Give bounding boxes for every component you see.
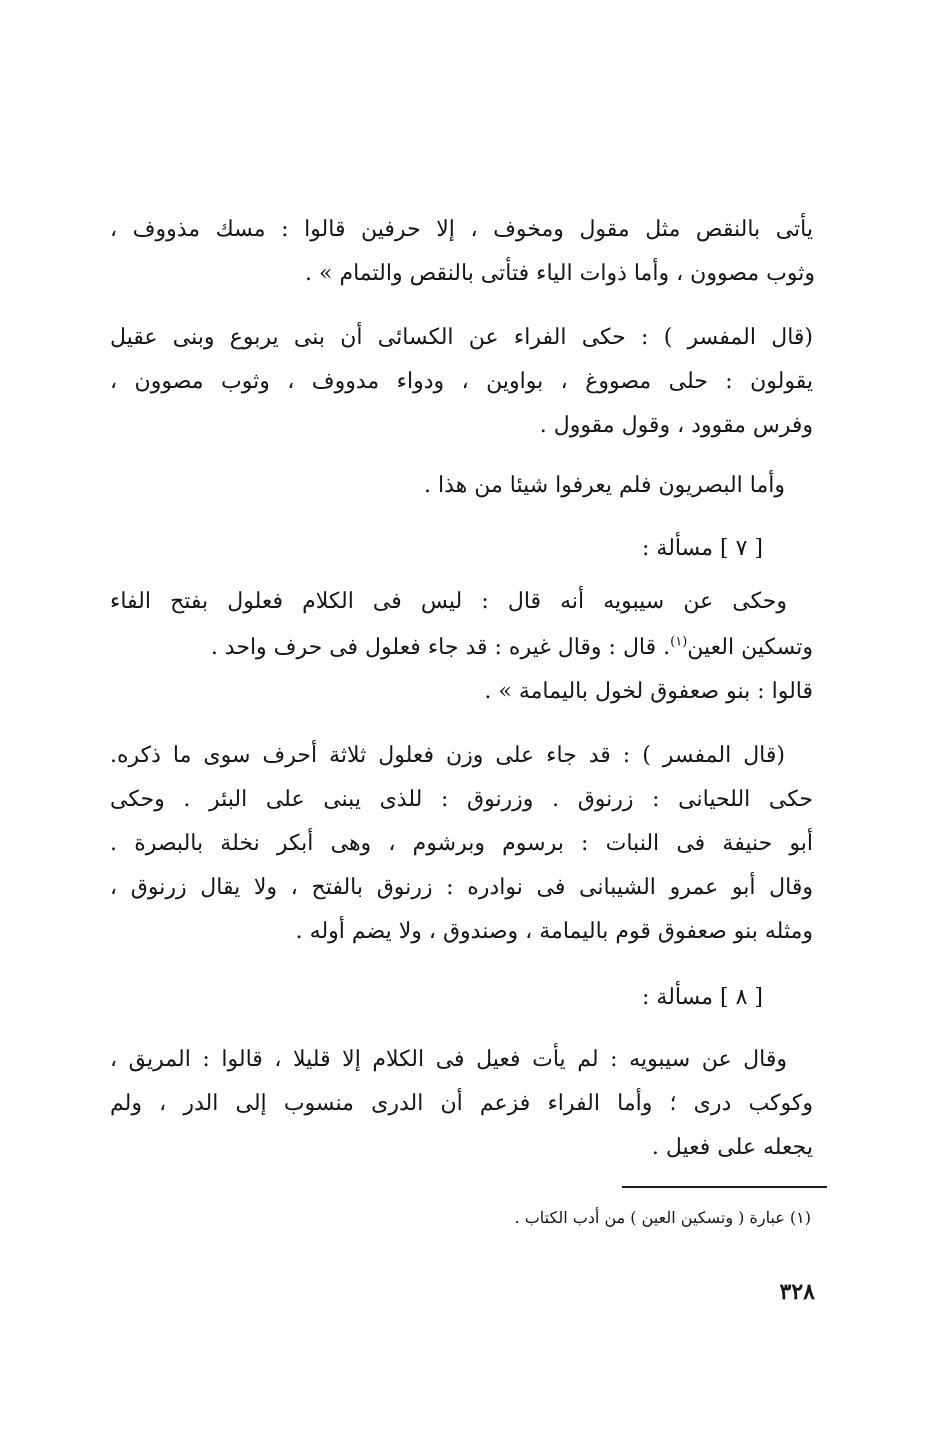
text-line: ومثله بنو صعفوق قوم باليمامة ، وصندوق ، ولا يضم أوله . [295, 919, 813, 944]
text-line: وحكى عن سيبويه أنه قال : ليس فى الكلام فعلول بفتح الفاء [110, 589, 787, 614]
text-line: وكوكب درى ؛ وأما الفراء فزعم أن الدرى منسوب إلى الدر ، ولم [110, 1091, 813, 1116]
text-line: أبو حنيفة فى النبات : برسوم وبرشوم ، وهى أبكر نخلة بالبصرة . [110, 831, 813, 856]
text-line: وقال عن سيبويه : لم يأت فعيل فى الكلام إلا قليلا ، قالوا : المريق ، [110, 1047, 787, 1072]
text-line: وقال أبو عمرو الشيبانى فى نوادره : زرنوق بالفتح ، ولا يقال زرنوق ، [110, 875, 813, 900]
text-line: قالوا : بنو صعفوق لخول باليمامة » . [484, 679, 813, 704]
text-line: (قال المفسر ) : حكى الفراء عن الكسائى أن بنى يربوع وبنى عقيل [110, 325, 813, 350]
text-line: يجعله على فعيل . [651, 1135, 813, 1160]
text-line: وفرس مقوود ، وقول مقوول . [539, 413, 813, 438]
text-line [211, 630, 813, 666]
text-segment: وتسكين العين [687, 635, 813, 660]
section-heading: [ ٧ ] مسألة : [642, 536, 763, 561]
text-line: يقولون : حلى مصووغ ، بواوين ، ودواء مدووف ، وثوب مصوون ، [110, 369, 813, 394]
text-segment: . قال : وقال غيره : قد جاء فعلول فى حرف واحد . [210, 635, 671, 660]
text-line: يأتى بالنقص مثل مقول ومخوف ، إلا حرفين قالوا : مسك مذووف ، [110, 217, 813, 242]
footnote: (١) عبارة ( وتسكين العين ) من أدب الكتاب . [514, 1208, 811, 1227]
section-heading: [ ٨ ] مسألة : [642, 985, 763, 1010]
footnote-marker: (١) [670, 634, 688, 650]
footnote-divider [622, 1186, 827, 1188]
text-line: (قال المفسر ) : قد جاء على وزن فعلول ثلاثة أحرف سوى ما ذكره. [110, 743, 785, 768]
text-line: حكى اللحيانى : زرنوق . وزرنوق : للذى يبنى على البئر . وحكى [110, 787, 813, 812]
text-line: وأما البصريون فلم يعرفوا شيئا من هذا . [423, 473, 785, 498]
text-line: وثوب مصوون ، وأما ذوات الياء فتأتى بالنقص والتمام » . [305, 261, 815, 286]
page-number: ٣٢٨ [779, 1279, 815, 1305]
